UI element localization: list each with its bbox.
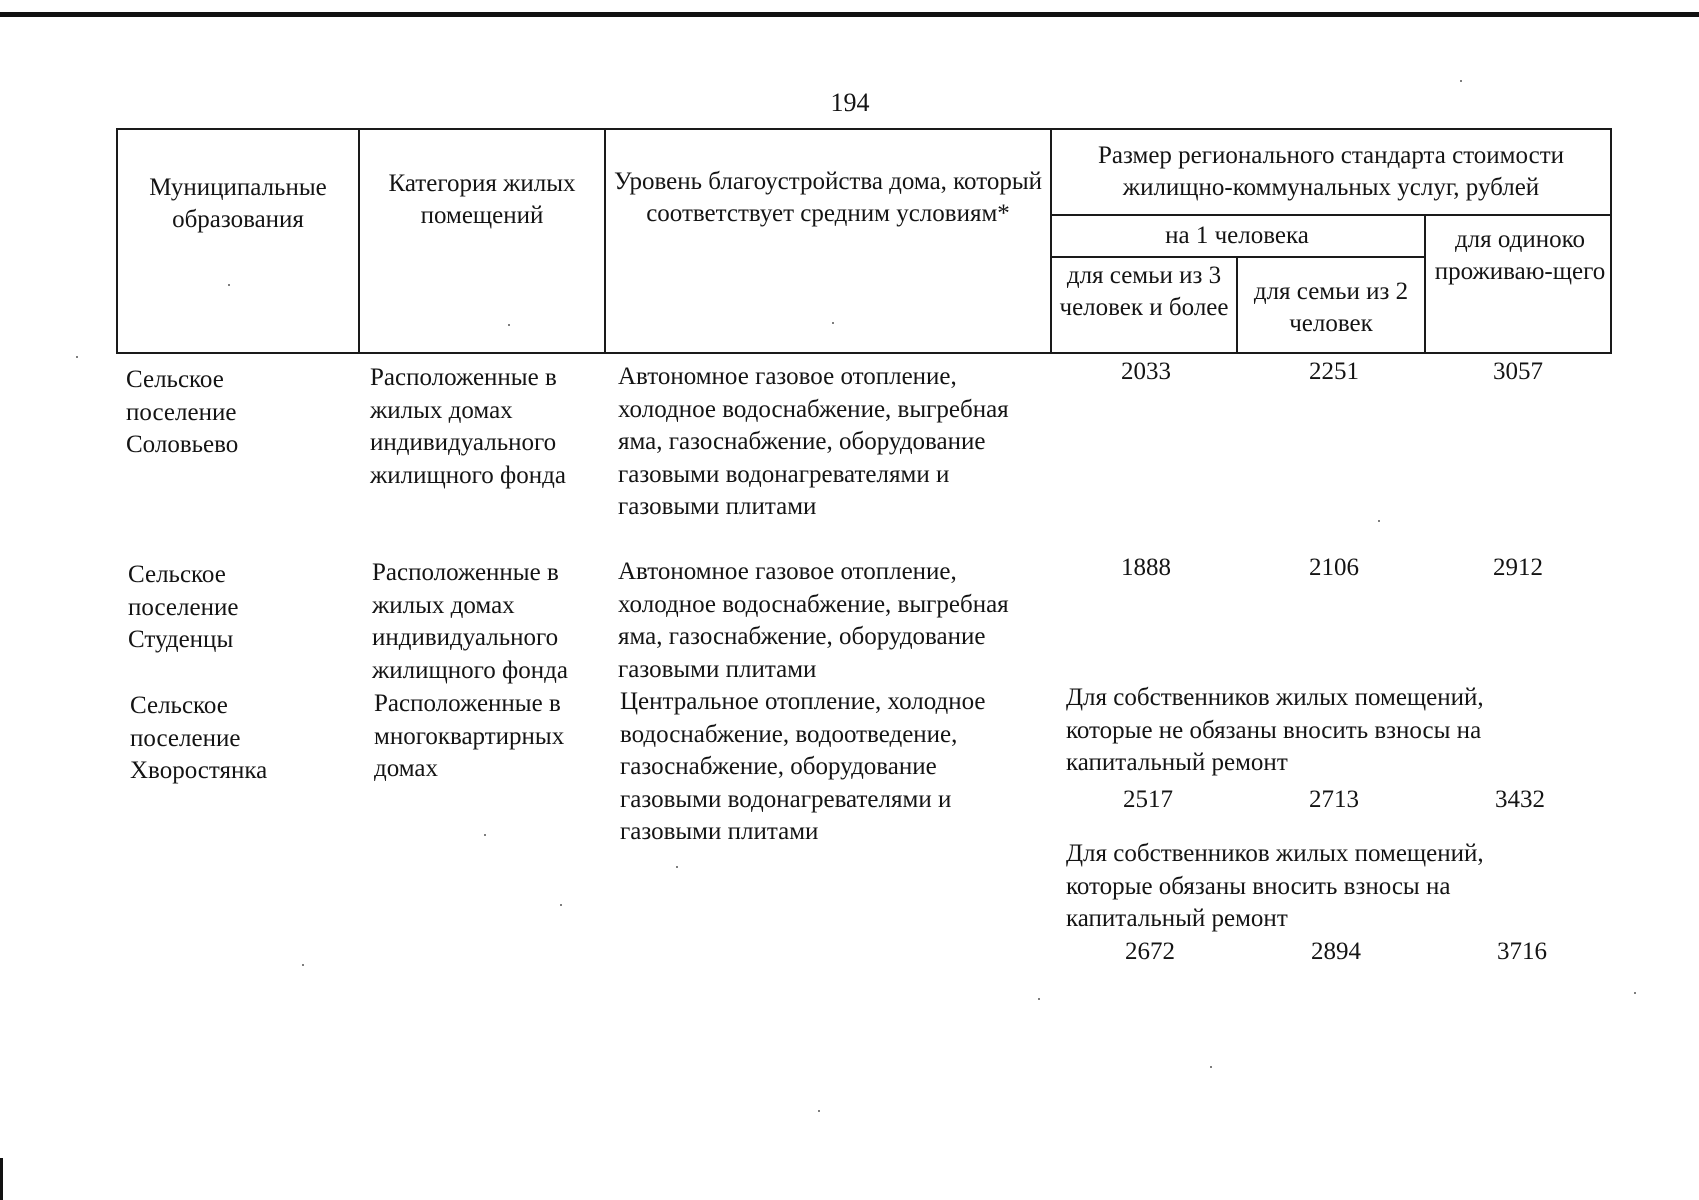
- row-3-sub-1-single: 3432: [1495, 786, 1545, 813]
- row-2-municipality: Сельское поселение Студенцы: [128, 561, 239, 653]
- scan-speck: [302, 964, 304, 966]
- row-1-family3: 2033: [1121, 358, 1171, 385]
- top-rule: [0, 12, 1699, 17]
- row-3-sub-2-family3: 2672: [1125, 938, 1175, 965]
- header-divider: [1236, 256, 1238, 354]
- scan-speck: [508, 324, 510, 326]
- row-3-level: Центральное отопление, холодное водоснабжение, водоотведение, газоснабжение, оборудование газовыми водонагревателями и газовыми плитами: [620, 688, 986, 845]
- scan-speck: [76, 356, 78, 358]
- header-family3: для семьи из 3 человек и более: [1059, 262, 1229, 321]
- header-per-person: на 1 человека: [1165, 222, 1309, 249]
- header-divider: [1050, 214, 1612, 216]
- row-1-single: 3057: [1493, 358, 1543, 385]
- scan-speck: [1634, 992, 1636, 994]
- header-family2: для семьи из 2 человек: [1253, 278, 1409, 337]
- row-1-municipality: Сельское поселение Соловьево: [126, 366, 239, 458]
- header-municipality: Муниципальные образования: [149, 174, 327, 233]
- scan-speck: [560, 904, 562, 906]
- header-divider: [358, 128, 360, 354]
- row-3-note-2: Для собственников жилых помещений, которые обязаны вносить взносы на капитальный ремонт: [1066, 840, 1484, 932]
- header-category: Категория жилых помещений: [388, 170, 576, 229]
- row-2-single: 2912: [1493, 554, 1543, 581]
- scan-speck: [818, 1110, 820, 1112]
- scan-speck: [484, 834, 486, 836]
- scan-speck: [1378, 520, 1380, 522]
- row-3-sub-1-family3: 2517: [1123, 786, 1173, 813]
- row-3-category: Расположенные в многоквартирных домах: [374, 690, 565, 782]
- scan-speck: [1210, 1066, 1212, 1068]
- row-3-sub-2-family2: 2894: [1311, 938, 1361, 965]
- row-2-family3: 1888: [1121, 554, 1171, 581]
- row-3-municipality: Сельское поселение Хворостянка: [130, 692, 268, 784]
- row-3-sub-1-family2: 2713: [1309, 786, 1359, 813]
- scan-speck: [1038, 998, 1040, 1000]
- scan-speck: [676, 866, 678, 868]
- scan-speck: [228, 284, 230, 286]
- row-2-level: Автономное газовое отопление, холодное водоснабжение, выгребная яма, газоснабжение, оборудование газовыми плитами: [618, 558, 1009, 683]
- row-2-category: Расположенные в жилых домах индивидуального жилищного фонда: [372, 559, 568, 684]
- header-single: для одиноко проживаю-щего: [1434, 226, 1606, 285]
- scan-speck: [832, 322, 834, 324]
- row-1-category: Расположенные в жилых домах индивидуального жилищного фонда: [370, 364, 566, 489]
- header-size: Размер регионального стандарта стоимости жилищно-коммунальных услуг, рублей: [1097, 142, 1565, 201]
- page-number: 194: [830, 88, 870, 117]
- header-level: Уровень благоустройства дома, который соответствует средним условиям*: [614, 168, 1042, 227]
- row-2-family2: 2106: [1309, 554, 1359, 581]
- row-3-note-1: Для собственников жилых помещений, которые не обязаны вносить взносы на капитальный ремонт: [1066, 684, 1484, 776]
- scan-speck: [1460, 80, 1462, 82]
- row-1-level: Автономное газовое отопление, холодное водоснабжение, выгребная яма, газоснабжение, оборудование газовыми водонагревателями и газовыми плитами: [618, 363, 1009, 520]
- scan-edge-mark: [0, 1158, 3, 1200]
- header-divider: [604, 128, 606, 354]
- header-divider: [1424, 214, 1426, 354]
- header-divider: [1050, 128, 1052, 354]
- row-1-family2: 2251: [1309, 358, 1359, 385]
- row-3-sub-2-single: 3716: [1497, 938, 1547, 965]
